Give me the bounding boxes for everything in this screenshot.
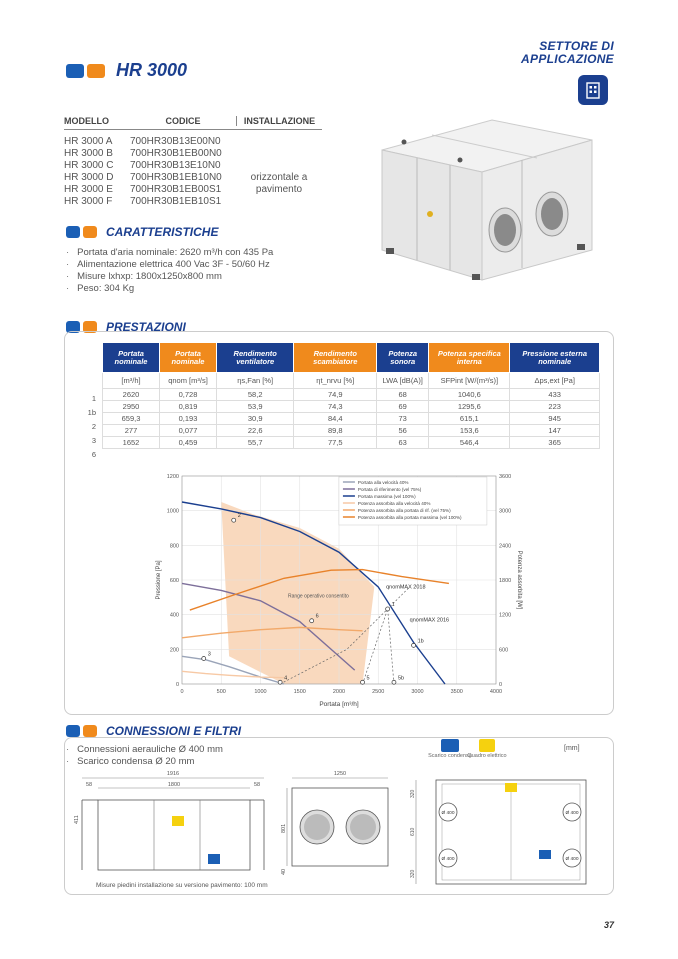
- install-line-1: orizzontale a: [250, 172, 308, 183]
- bullet-blue-icon: [66, 725, 80, 737]
- bullet-orange-icon: [83, 226, 97, 238]
- x-tick-label: 2000: [332, 689, 346, 695]
- x-tick-label: 1000: [254, 689, 267, 695]
- data-point: [278, 680, 282, 684]
- perf-cell: 73: [377, 413, 429, 425]
- legend-label: Portata alla velocità 40%: [357, 479, 409, 485]
- connection-item: · Scarico condensa Ø 20 mm: [66, 756, 223, 768]
- x-tick-label: 3000: [411, 689, 424, 695]
- row-label: 6: [91, 450, 96, 459]
- feature-item: · Peso: 304 Kg: [66, 283, 273, 295]
- code-cell: 700HR30B13E10N0: [130, 160, 221, 171]
- point-label: 4: [284, 675, 288, 682]
- features-heading: [66, 225, 218, 239]
- y2-tick-label: 1200: [499, 612, 512, 619]
- perf-unit: ηs,Fan [%]: [217, 373, 294, 389]
- model-name: HR 3000: [116, 60, 188, 80]
- table-row: [103, 437, 600, 449]
- table-row: [103, 413, 600, 425]
- data-point: [310, 619, 314, 623]
- point-label: 1: [391, 601, 395, 608]
- legend-label: Portata di riferimento (vel 75%): [357, 486, 422, 492]
- perf-cell: 0,077: [160, 425, 217, 437]
- y-tick-label: 200: [169, 647, 179, 654]
- performance-chart: [150, 470, 530, 710]
- building-icon: [578, 75, 608, 105]
- x-tick-label: 1500: [293, 689, 306, 695]
- y2-tick-label: 1800: [499, 578, 512, 584]
- code-cell: 700HR30B1EB00N0: [130, 148, 222, 159]
- dim-610: 610: [410, 827, 416, 836]
- x-axis-label: Portata [m³/h]: [319, 701, 359, 708]
- dim-801: 801: [281, 823, 287, 833]
- perf-cell: 68: [377, 389, 429, 401]
- perf-cell: 55,7: [217, 437, 294, 449]
- electric-panel-icon: [505, 783, 517, 792]
- perf-cell: 56: [377, 425, 429, 437]
- x-tick-label: 4000: [489, 689, 503, 695]
- y2-tick-label: 3000: [499, 508, 512, 515]
- point-label: 5b: [397, 675, 405, 682]
- perf-cell: 0,459: [160, 437, 217, 449]
- perf-cell: 0,728: [160, 389, 217, 401]
- x-tick-label: 0: [180, 689, 184, 695]
- point-label: 2: [237, 513, 241, 520]
- model-table-header: [64, 116, 322, 130]
- data-point: [412, 643, 416, 647]
- model-cell: HR 3000 A: [64, 136, 113, 147]
- unit-illustration: [372, 110, 602, 290]
- model-table: [64, 116, 322, 208]
- duct-label: Ø 400: [441, 811, 455, 816]
- perf-cell: 58,2: [217, 389, 294, 401]
- dim-58: 58: [85, 782, 93, 788]
- sector-title: [521, 40, 614, 66]
- perf-cell: 659,3: [103, 413, 160, 425]
- duct-label: Ø 400: [565, 857, 579, 862]
- perf-unit: [m³/h]: [103, 373, 160, 389]
- bullet-orange-icon: [87, 64, 105, 78]
- point-label: 6: [315, 613, 319, 620]
- legend-label: Potenza assorbita alla velocità 40%: [357, 500, 431, 506]
- row-label: 1: [91, 394, 96, 403]
- feature-item: · Portata d'aria nominale: 2620 m³/h con 435 Pa: [66, 247, 273, 259]
- side-view-drawing: [280, 770, 400, 880]
- perf-cell: 84,4: [294, 413, 377, 425]
- performance-title: PRESTAZIONI: [106, 320, 186, 334]
- code-cell: 700HR30B1EB10S1: [130, 196, 222, 207]
- perf-cell: 1295,6: [429, 401, 510, 413]
- legend-label: Portata massima (vel 100%): [357, 493, 416, 499]
- dim-1800: 1800: [167, 782, 181, 788]
- row-label: 3: [91, 436, 96, 445]
- perf-unit: ηt_nrvu [%]: [294, 373, 377, 389]
- perf-cell: 0,819: [160, 401, 217, 413]
- y2-tick-label: 3600: [499, 474, 512, 480]
- table-row: [103, 425, 600, 437]
- performance-table: [102, 342, 600, 449]
- y-tick-label: 400: [169, 612, 179, 619]
- model-cell: HR 3000 B: [64, 148, 113, 159]
- connections-title: CONNESSIONI E FILTRI: [106, 724, 242, 738]
- perf-cell: 223: [510, 401, 600, 413]
- point-label: 3: [207, 651, 211, 658]
- perf-cell: 63: [377, 437, 429, 449]
- perf-header: Portata nominale: [103, 343, 160, 373]
- y-axis-label: Pressione [Pa]: [156, 560, 162, 600]
- annotation-qnom2018: qnomMAX 2018: [386, 584, 426, 591]
- install-line-2: pavimento: [255, 184, 303, 195]
- feature-item: · Alimentazione elettrica 400 Vac 3F - 50/60 Hz: [66, 259, 273, 271]
- model-cell: HR 3000 D: [64, 172, 114, 183]
- perf-cell: 1652: [103, 437, 160, 449]
- drain-icon: [441, 739, 459, 752]
- x-tick-label: 500: [216, 689, 226, 695]
- perf-unit: qnom [m³/s]: [160, 373, 217, 389]
- y2-axis-label: Potenza assorbita [W]: [516, 550, 522, 610]
- dim-1250: 1250: [333, 771, 347, 777]
- electric-panel-icon: [172, 816, 184, 826]
- perf-cell: 69: [377, 401, 429, 413]
- y-tick-label: 1200: [166, 474, 179, 480]
- row-label: 2: [91, 422, 96, 431]
- y2-tick-label: 0: [499, 682, 503, 688]
- data-point: [386, 607, 390, 611]
- model-cell: HR 3000 C: [64, 160, 114, 171]
- data-point: [361, 680, 365, 684]
- code-cell: 700HR30B1EB00S1: [130, 184, 222, 195]
- data-point: [202, 657, 206, 661]
- electric-panel-icon: [479, 739, 495, 752]
- dim-411: 411: [74, 815, 80, 824]
- perf-cell: 2620: [103, 389, 160, 401]
- perf-header: Pressione esterna nominale: [510, 343, 600, 373]
- annotation-qnom2016: qnomMAX 2016: [409, 617, 450, 624]
- y-tick-label: 0: [175, 682, 179, 688]
- perf-header: Portata nominale: [160, 343, 217, 373]
- annotation-range: Range operativo consentito: [287, 593, 349, 600]
- y-tick-label: 800: [169, 543, 179, 550]
- col-code: CODICE: [165, 116, 201, 126]
- col-install: INSTALLAZIONE: [236, 116, 322, 126]
- bullet-blue-icon: [66, 226, 80, 238]
- perf-cell: 615,1: [429, 413, 510, 425]
- perf-cell: 546,4: [429, 437, 510, 449]
- perf-cell: 74,3: [294, 401, 377, 413]
- perf-cell: 1040,6: [429, 389, 510, 401]
- perf-cell: 365: [510, 437, 600, 449]
- drain-icon: [539, 850, 551, 859]
- perf-unit: SFPint [W/(m³/s)]: [429, 373, 510, 389]
- perf-cell: 2950: [103, 401, 160, 413]
- perf-cell: 30,9: [217, 413, 294, 425]
- perf-cell: 433: [510, 389, 600, 401]
- code-cell: 700HR30B13E00N0: [130, 136, 221, 147]
- install-note: Misure piedini installazione su versione pavimento: 100 mm: [96, 882, 268, 889]
- y2-tick-label: 2400: [499, 543, 512, 550]
- dim-58b: 58: [253, 782, 261, 788]
- data-point: [392, 680, 396, 684]
- bullet-orange-icon: [83, 725, 97, 737]
- drain-icon: [208, 854, 220, 864]
- code-cell: 700HR30B1EB10N0: [130, 172, 222, 183]
- page-number: 37: [603, 920, 614, 930]
- model-cell: HR 3000 E: [64, 184, 113, 195]
- perf-cell: 89,8: [294, 425, 377, 437]
- point-label: 1b: [417, 638, 424, 645]
- perf-unit: LWA [dB(A)]: [377, 373, 429, 389]
- table-row: [103, 401, 600, 413]
- legend-label: Potenza assorbita alla portata massima (vel 100%): [357, 514, 462, 520]
- dim-320: 320: [410, 789, 416, 798]
- model-cell: HR 3000 F: [64, 196, 113, 207]
- dim-40: 40: [281, 868, 287, 875]
- row-label: 1b: [87, 408, 96, 417]
- perf-cell: 74,9: [294, 389, 377, 401]
- perf-cell: 945: [510, 413, 600, 425]
- perf-cell: 77,5: [294, 437, 377, 449]
- connection-item: · Connessioni aerauliche Ø 400 mm: [66, 744, 223, 756]
- dim-1916: 1916: [166, 771, 180, 777]
- y-tick-label: 600: [169, 578, 179, 584]
- panel-label: Quadro elettrico: [467, 753, 507, 759]
- bullet-blue-icon: [66, 64, 84, 78]
- y2-tick-label: 600: [499, 647, 509, 654]
- perf-header: Potenza sonora: [377, 343, 429, 373]
- features-list: [66, 247, 273, 295]
- perf-header: Potenza specifica interna: [429, 343, 510, 373]
- perf-cell: 0,193: [160, 413, 217, 425]
- duct-label: Ø 400: [565, 811, 579, 816]
- y-tick-label: 1000: [166, 508, 179, 515]
- drain-label: Scarico condensa: [428, 753, 472, 759]
- connections-heading: [66, 724, 241, 738]
- perf-cell: 277: [103, 425, 160, 437]
- top-view-drawing: [410, 770, 600, 888]
- legend-label: Potenza assorbita alla portata di rif. (vel 75%): [357, 507, 451, 513]
- features-title: CARATTERISTICHE: [106, 225, 219, 239]
- perf-header: Rendimento ventilatore: [217, 343, 294, 373]
- point-label: 5: [366, 675, 370, 682]
- perf-header: Rendimento scambiatore: [294, 343, 377, 373]
- perf-cell: 22,6: [217, 425, 294, 437]
- front-view-drawing: [74, 770, 274, 880]
- perf-cell: 147: [510, 425, 600, 437]
- perf-cell: 153,6: [429, 425, 510, 437]
- x-tick-label: 2500: [372, 689, 385, 695]
- unit-label: [mm]: [564, 745, 580, 752]
- model-title: [66, 60, 187, 81]
- sector-line-2: APPLICAZIONE: [521, 52, 614, 66]
- col-model: MODELLO: [64, 116, 109, 126]
- perf-unit: Δps,ext [Pa]: [510, 373, 600, 389]
- x-tick-label: 3500: [450, 689, 463, 695]
- perf-cell: 53,9: [217, 401, 294, 413]
- dim-320b: 320: [410, 869, 416, 878]
- data-point: [232, 518, 236, 522]
- table-row: [103, 389, 600, 401]
- duct-label: Ø 400: [441, 857, 455, 862]
- feature-item: · Misure lxhxp: 1800x1250x800 mm: [66, 271, 273, 283]
- sector-line-1: SETTORE DI: [539, 39, 614, 53]
